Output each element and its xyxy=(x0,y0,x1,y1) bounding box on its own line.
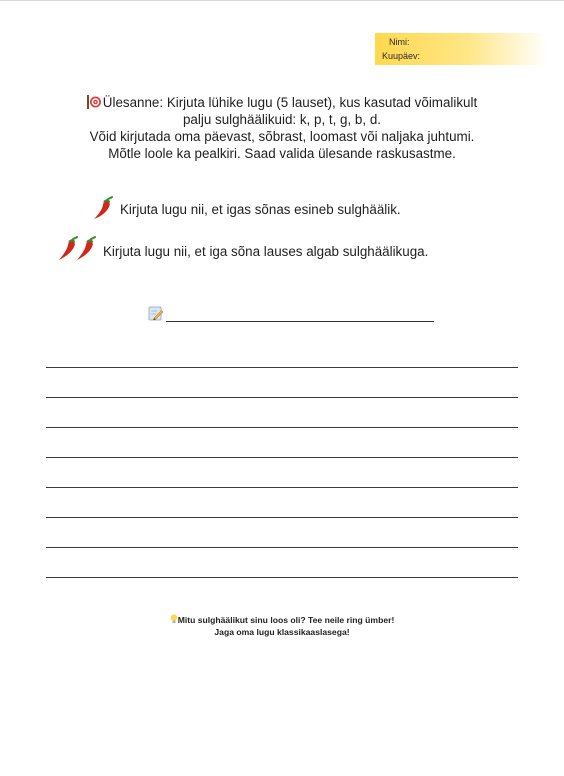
task-line-4: Mõtle loole ka pealkiri. Saad valida ülesande raskusastme. xyxy=(108,146,456,161)
title-underline[interactable] xyxy=(166,321,434,322)
difficulty-level-2 xyxy=(57,236,428,262)
writing-line[interactable] xyxy=(46,487,518,488)
chili-pepper-icon xyxy=(57,236,97,262)
chili-pepper-icon xyxy=(92,196,114,220)
top-border xyxy=(0,0,564,1)
target-icon xyxy=(87,95,101,109)
light-bulb-icon xyxy=(170,614,178,624)
writing-line[interactable] xyxy=(46,427,518,428)
writing-line[interactable] xyxy=(46,397,518,398)
task-line-3: Võid kirjutada oma päevast, sõbrast, loomast või naljaka juhtumi. xyxy=(89,129,475,144)
writing-line[interactable] xyxy=(46,547,518,548)
writing-line[interactable] xyxy=(46,517,518,518)
date-label: Kuupäev: xyxy=(382,51,421,61)
level-1-text: Kirjuta lugu nii, et igas sõnas esineb sulghäälik. xyxy=(120,202,401,217)
writing-line[interactable] xyxy=(46,457,518,458)
task-line-2: palju sulghäälikuid: k, p, t, g, b, d. xyxy=(182,112,381,127)
name-date-box xyxy=(375,33,547,65)
footer-line xyxy=(0,614,564,626)
writing-line[interactable] xyxy=(46,577,518,578)
level-2-text: Kirjuta lugu nii, et iga sõna lauses algab sulghäälikuga. xyxy=(103,244,429,259)
footer-note xyxy=(0,614,564,638)
footer-line-1: Mitu sulghäälikut sinu loos oli? Tee neile ring ümber! xyxy=(177,615,395,625)
pencil-icon xyxy=(148,305,164,321)
task-instructions xyxy=(20,94,544,162)
footer-line-2: Jaga oma lugu klassikaaslasega! xyxy=(214,627,350,637)
story-title-field[interactable] xyxy=(148,305,438,325)
writing-line[interactable] xyxy=(46,367,518,368)
task-line-1: Ülesanne: Kirjuta lühike lugu (5 lauset), kus kasutad võimalikult xyxy=(102,95,478,110)
task-line xyxy=(20,94,544,111)
difficulty-level-1 xyxy=(92,196,401,220)
name-label: Nimi: xyxy=(389,37,410,47)
